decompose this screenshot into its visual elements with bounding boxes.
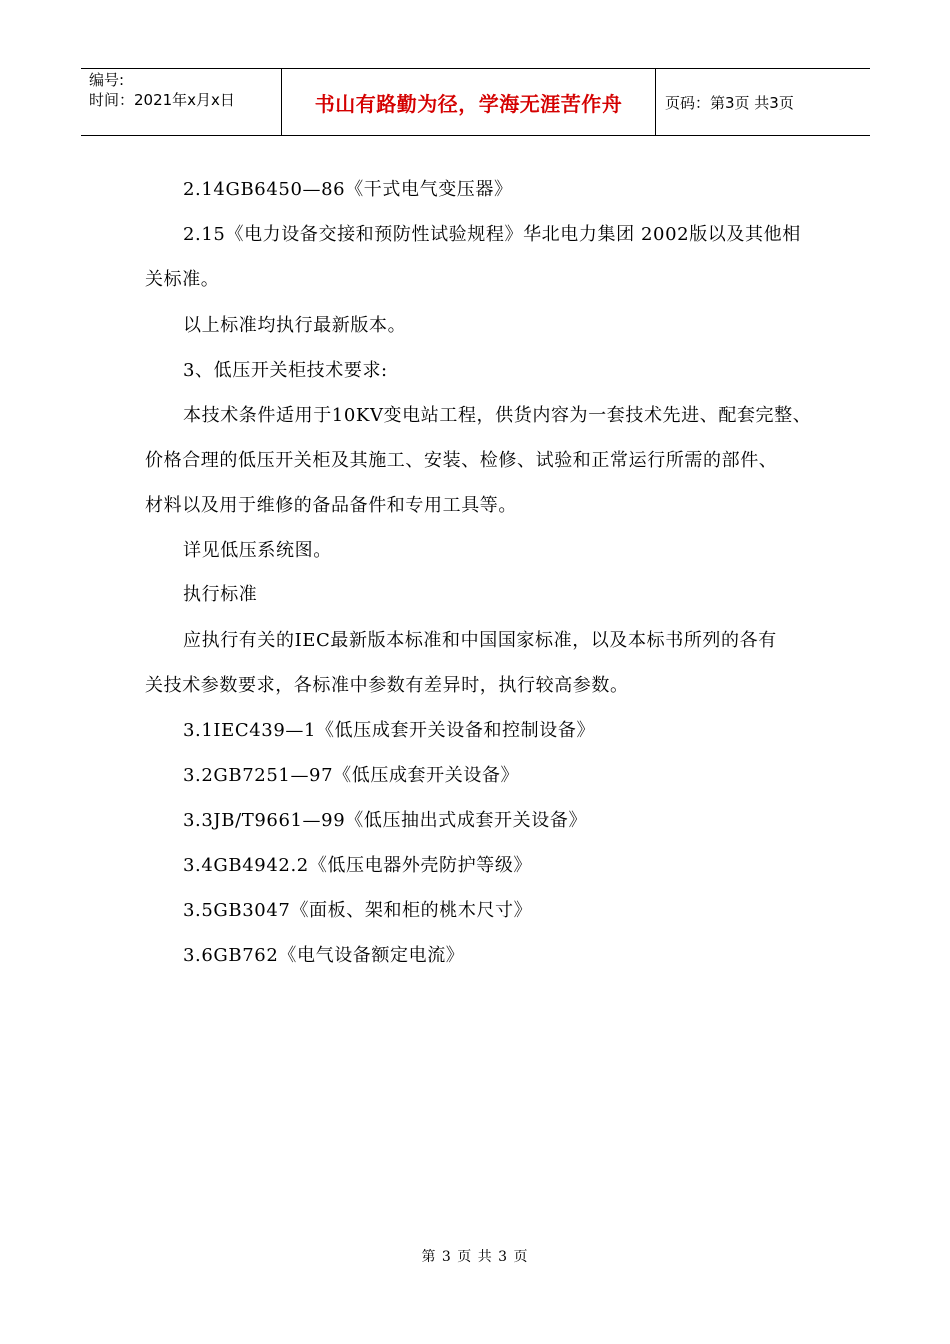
standard-item: 3.6GB762《电气设备额定电流》 [183,945,465,966]
header-page-info: 页码：第3页 共3页 [665,93,794,112]
body-line: 材料以及用于维修的备品备件和专用工具等。 [145,495,517,516]
standard-item: 3.1IEC439—1《低压成套开关设备和控制设备》 [183,720,596,741]
body-line: 2.14GB6450—86《干式电气变压器》 [183,179,513,200]
header-meta [81,69,281,135]
body-line: 关标准。 [145,269,220,290]
body-line: 以上标准均执行最新版本。 [183,315,407,336]
body-line: 详见低压系统图。 [183,540,332,561]
header-page-cell [656,69,870,135]
standard-item: 3.4GB4942.2《低压电器外壳防护等级》 [183,855,533,876]
section-heading: 3、低压开关柜技术要求: [183,360,388,381]
body-line: 关技术参数要求，各标准中参数有差异时，执行较高参数。 [145,675,629,696]
body-line: 价格合理的低压开关柜及其施工、安装、检修、试验和正常运行所需的部件、 [145,450,778,471]
standard-item: 3.3JB/T9661—99《低压抽出式成套开关设备》 [183,810,588,831]
standard-item: 3.5GB3047《面板、架和柜的桃木尺寸》 [183,900,533,921]
document-number-label: 编号: [89,71,125,89]
header-motto-cell [281,69,656,135]
page-footer: 第 3 页 共 3 页 [421,1249,529,1265]
body-line: 应执行有关的IEC最新版本标准和中国国家标准，以及本标书所列的各有 [183,630,777,651]
document-header [81,68,870,136]
body-line: 2.15《电力设备交接和预防性试验规程》华北电力集团 2002版以及其他相 [183,224,801,245]
header-motto: 书山有路勤为径，学海无涯苦作舟 [314,91,623,116]
subsection-heading: 执行标准 [183,584,258,605]
body-line: 本技术条件适用于10KV变电站工程，供货内容为一套技术先进、配套完整、 [183,405,812,426]
standard-item: 3.2GB7251—97《低压成套开关设备》 [183,765,520,786]
document-time: 时间：2021年x月x日 [89,91,235,109]
